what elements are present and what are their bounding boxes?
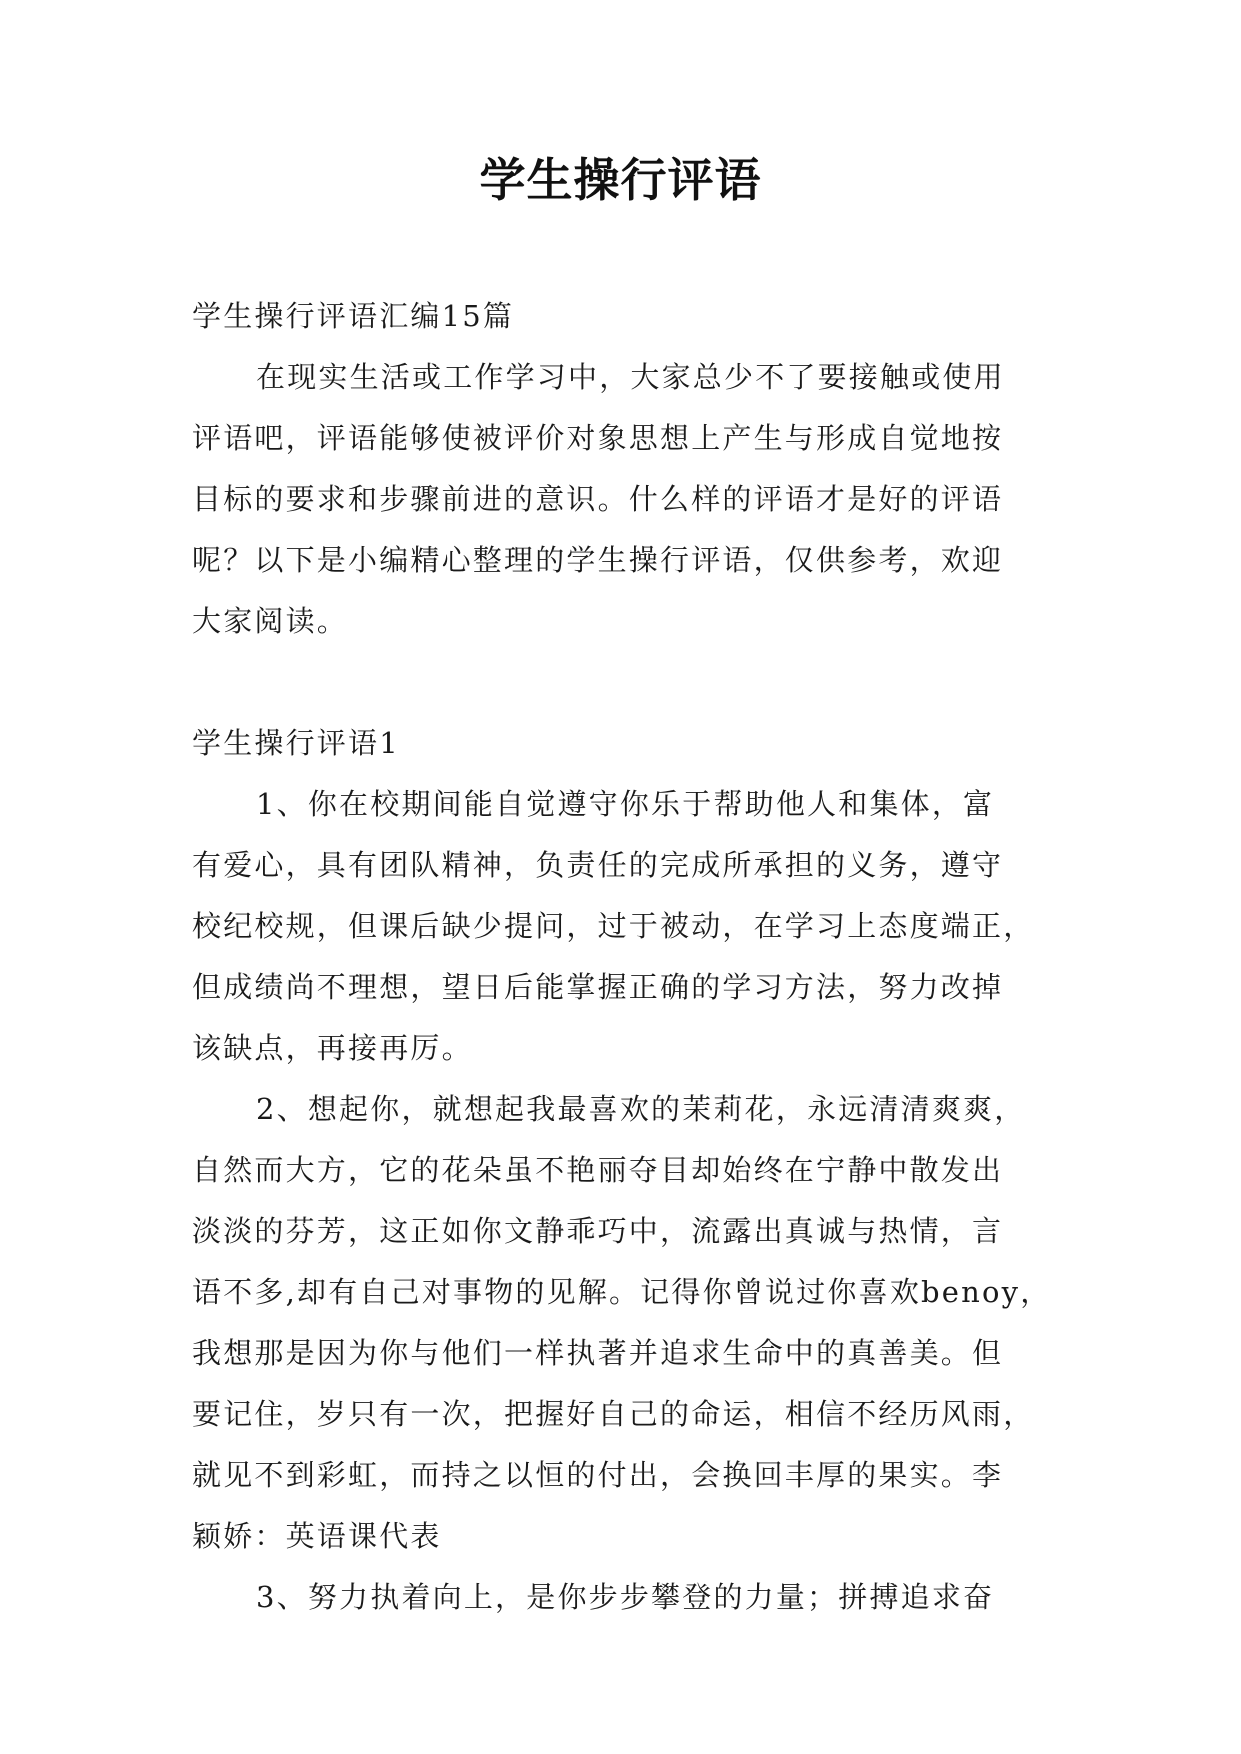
comment-1-line: 1、你在校期间能自觉遵守你乐于帮助他人和集体，富 <box>256 787 995 821</box>
document-subtitle: 学生操行评语汇编15篇 <box>192 299 515 333</box>
page-title: 学生操行评语 <box>479 153 762 207</box>
section-spacer <box>192 652 1052 713</box>
document-body <box>192 286 1052 1628</box>
comment-2-line: 语不多,却有自己对事物的见解。记得你曾说过你喜欢benoy， <box>192 1275 1052 1309</box>
comment-2-line: 就见不到彩虹，而持之以恒的付出，会换回丰厚的果实。李 <box>192 1458 1004 1492</box>
comment-2-line: 淡淡的芬芳，这正如你文静乖巧中，流露出真诚与热情，言 <box>192 1214 1004 1248</box>
intro-line: 目标的要求和步骤前进的意识。什么样的评语才是好的评语 <box>192 482 1004 516</box>
intro-line: 在现实生活或工作学习中，大家总少不了要接触或使用 <box>256 360 1005 394</box>
intro-line: 大家阅读。 <box>192 604 349 638</box>
comment-2-line: 2、想起你，就想起我最喜欢的茉莉花，永远清清爽爽， <box>256 1092 1026 1126</box>
comment-3-line: 3、努力执着向上，是你步步攀登的力量；拼搏追求奋 <box>256 1580 995 1614</box>
section-heading: 学生操行评语1 <box>192 726 400 760</box>
comment-2-line: 自然而大方，它的花朵虽不艳丽夺目却始终在宁静中散发出 <box>192 1153 1004 1187</box>
intro-line: 评语吧，评语能够使被评价对象思想上产生与形成自觉地按 <box>192 421 1004 455</box>
comment-1-line: 但成绩尚不理想，望日后能掌握正确的学习方法，努力改掉 <box>192 970 1004 1004</box>
comment-1-line: 该缺点，再接再厉。 <box>192 1031 473 1065</box>
comment-2-line: 要记住，岁只有一次，把握好自己的命运，相信不经历风雨， <box>192 1397 1035 1431</box>
comment-1-line: 有爱心，具有团队精神，负责任的完成所承担的义务，遵守 <box>192 848 1004 882</box>
comment-2-line: 我想那是因为你与他们一样执著并追求生命中的真善美。但 <box>192 1336 1004 1370</box>
comment-2-line: 颖娇：英语课代表 <box>192 1519 442 1553</box>
intro-line: 呢？以下是小编精心整理的学生操行评语，仅供参考，欢迎 <box>192 543 1004 577</box>
comment-1-line: 校纪校规，但课后缺少提问，过于被动，在学习上态度端正， <box>192 909 1035 943</box>
